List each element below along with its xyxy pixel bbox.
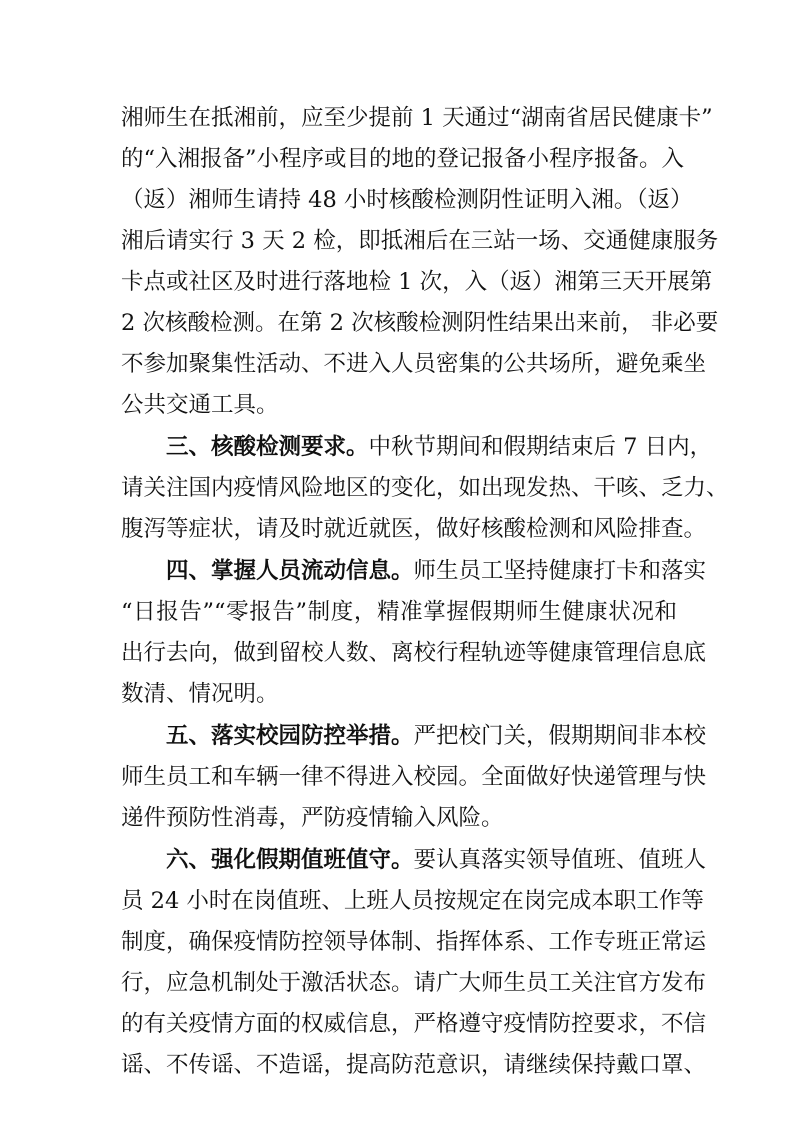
paragraph-text: 师生员工坚持健康打卡和落实 xyxy=(413,558,707,584)
text-line: 腹泻等症状，请及时就近就医，做好核酸检测和风险排查。 xyxy=(121,516,707,542)
text-line: 递件预防性消毒，严防疫情输入风险。 xyxy=(121,805,504,831)
text-line: 2 次核酸检测。在第 2 次核酸检测阴性结果出来前， 非必要 xyxy=(121,310,719,336)
text-line: 不参加聚集性活动、不进入人员密集的公共场所，避免乘坐 xyxy=(121,351,707,377)
text-line: 卡点或社区及时进行落地检 1 次，入（返）湘第三天开展第 xyxy=(121,269,713,295)
paragraph-first-line xyxy=(166,427,713,467)
text-line: “日报告”“零报告”制度，精准掌握假期师生健康状况和 xyxy=(121,599,677,625)
paragraph-first-line xyxy=(166,840,707,880)
section-heading: 三、核酸检测要求。 xyxy=(166,434,369,460)
text-line: 行，应急机制处于激活状态。请广大师生员工关注官方发布 xyxy=(121,970,707,996)
paragraph-text: 严把校门关，假期期间非本校 xyxy=(413,723,707,749)
paragraph-text: 中秋节期间和假期结束后 7 日内， xyxy=(368,434,713,460)
text-line: 的有关疫情方面的权威信息，严格遵守疫情防控要求，不信 xyxy=(121,1011,707,1037)
paragraph-first-line xyxy=(166,716,707,756)
text-line: 湘师生在抵湘前，应至少提前 1 天通过“湖南省居民健康卡” xyxy=(121,105,713,131)
text-line: 制度，确保疫情防控领导体制、指挥体系、工作专班正常运 xyxy=(121,929,707,955)
text-line: 师生员工和车辆一律不得进入校园。全面做好快递管理与快 xyxy=(121,764,707,790)
text-line: 请关注国内疫情风险地区的变化，如出现发热、干咳、乏力、 xyxy=(121,475,729,501)
text-line: 公共交通工具。 xyxy=(121,392,279,418)
text-line: 的“入湘报备”小程序或目的地的登记报备小程序报备。入 xyxy=(121,146,685,172)
text-line: 谣、不传谣、不造谣，提高防范意识，请继续保持戴口罩、 xyxy=(121,1052,707,1078)
paragraph-first-line xyxy=(166,551,707,591)
section-heading: 六、强化假期值班值守。 xyxy=(166,847,414,873)
text-line: 数清、情况明。 xyxy=(121,681,279,707)
section-heading: 五、落实校园防控举措。 xyxy=(166,723,414,749)
text-line: （返）湘师生请持 48 小时核酸检测阴性证明入湘。（返） xyxy=(121,187,693,213)
text-line: 出行去向，做到留校人数、离校行程轨迹等健康管理信息底 xyxy=(121,640,707,666)
section-heading: 四、掌握人员流动信息。 xyxy=(166,558,414,584)
text-line: 湘后请实行 3 天 2 检，即抵湘后在三站一场、交通健康服务 xyxy=(121,228,719,254)
text-line: 员 24 小时在岗值班、上班人员按规定在岗完成本职工作等 xyxy=(121,888,704,914)
paragraph-text: 要认真落实领导值班、值班人 xyxy=(413,847,707,873)
